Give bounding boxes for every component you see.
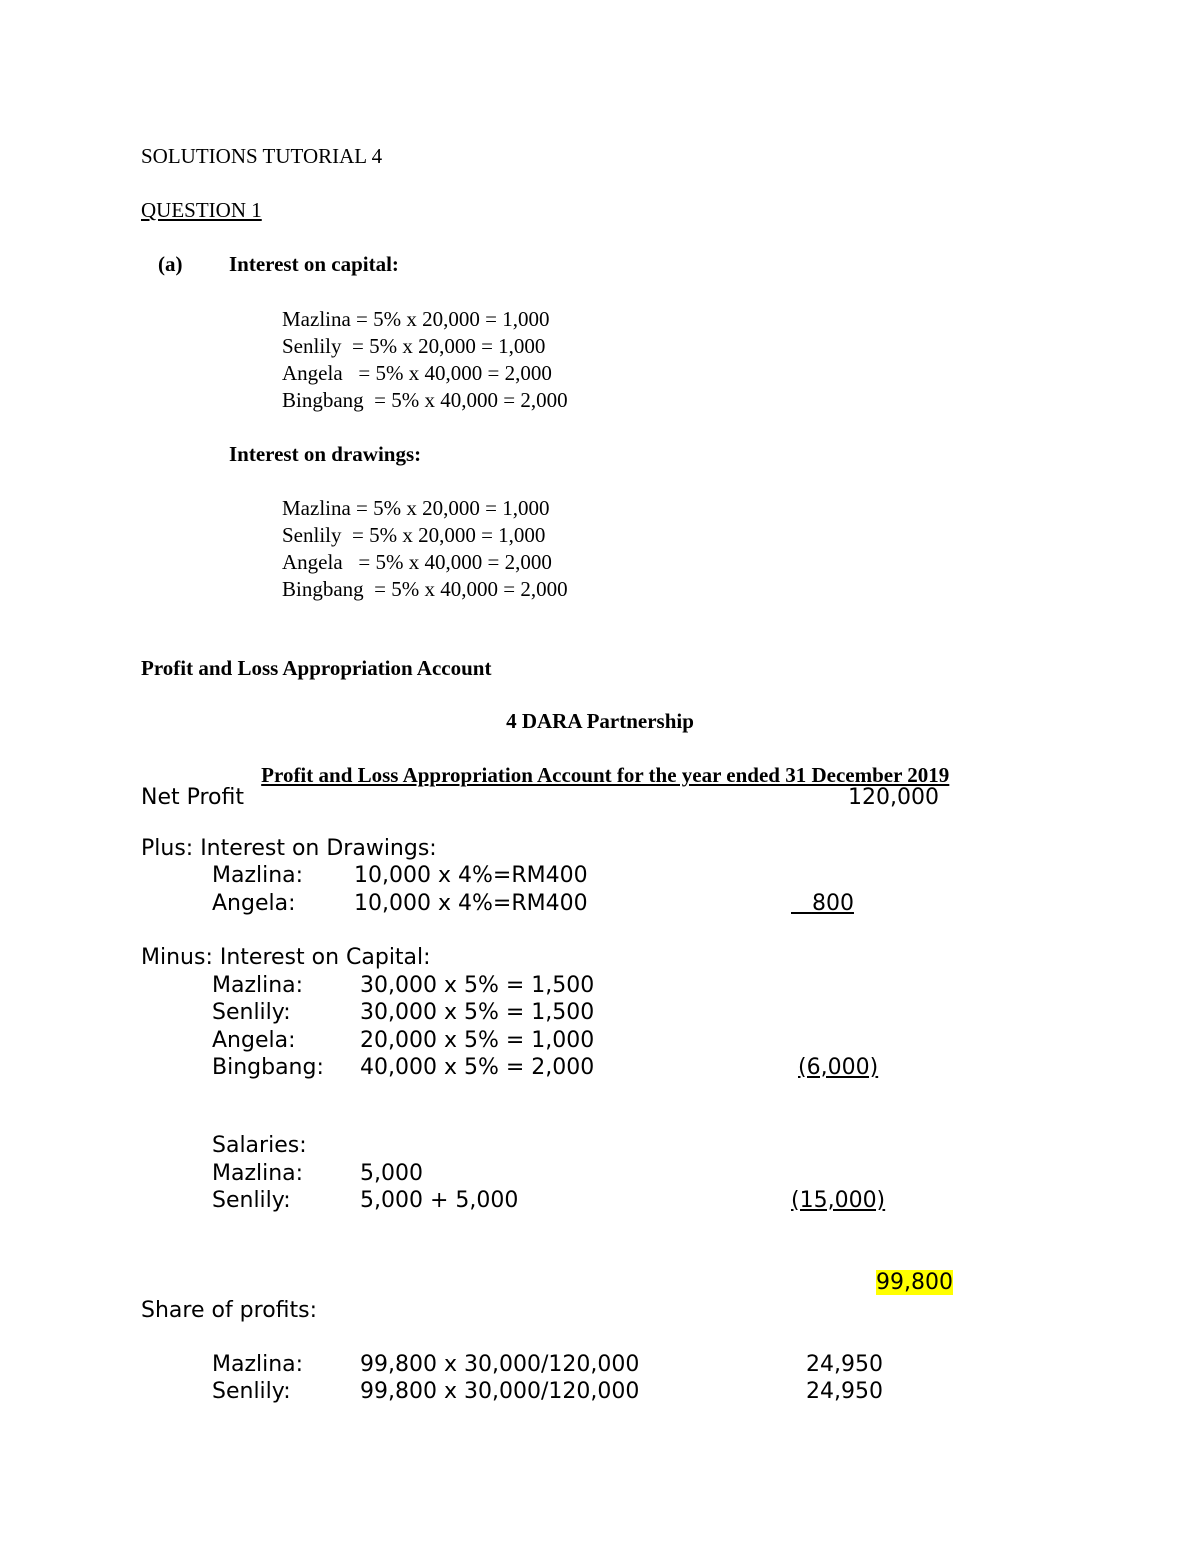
partner-name: Senlily: [212,1188,291,1213]
capital-line: Bingbang = 5% x 40,000 = 2,000 [282,388,568,412]
share-calc: 99,800 x 30,000/120,000 [360,1379,640,1404]
share-amount: 24,950 [806,1352,883,1377]
partner-name: Senlily: [212,1000,291,1025]
capital-line: Senlily = 5% x 20,000 = 1,000 [282,334,546,358]
account-title-wrap [0,735,1200,789]
share-amount: 24,950 [806,1379,883,1404]
drawings-total [791,890,854,917]
partner-name: Angela: [212,1028,296,1053]
plus-drawings-label: Plus: Interest on Drawings: [141,836,437,861]
capital-line: Angela = 5% x 40,000 = 2,000 [282,361,552,385]
drawings-line: Bingbang = 5% x 40,000 = 2,000 [282,577,568,601]
drawings-line: Angela = 5% x 40,000 = 2,000 [282,550,552,574]
drawings-line: Senlily = 5% x 20,000 = 1,000 [282,523,546,547]
capital-calc: 40,000 x 5% = 2,000 [360,1055,595,1080]
partner-name: Senlily: [212,1379,291,1404]
balance-amount: 99,800 [876,1270,953,1295]
salary-calc: 5,000 [360,1161,423,1186]
document-title: SOLUTIONS TUTORIAL 4 [141,144,383,168]
drawings-total-value: 800 [811,891,854,916]
capital-calc: 30,000 x 5% = 1,500 [360,1000,595,1025]
share-label: Share of profits: [141,1298,318,1323]
drawings-calc: 10,000 x 4%=RM400 [354,863,588,888]
interest-drawings-heading: Interest on drawings: [229,442,422,466]
drawings-total-pad [791,891,812,916]
net-profit-amount: 120,000 [848,785,939,810]
capital-total: (6,000) [798,1055,879,1080]
balance-wrap [862,1242,953,1296]
company-name: 4 DARA Partnership [506,709,694,733]
interest-capital-heading: Interest on capital: [229,252,399,276]
partner-name: Angela: [212,891,296,916]
share-calc: 99,800 x 30,000/120,000 [360,1352,640,1377]
minus-capital-label: Minus: Interest on Capital: [141,945,431,970]
partner-name: Bingbang: [212,1055,324,1080]
partner-name: Mazlina: [212,973,304,998]
capital-calc: 30,000 x 5% = 1,500 [360,973,595,998]
part-marker: (a) [158,252,183,276]
appropriation-heading: Profit and Loss Appropriation Account [141,656,492,680]
capital-calc: 20,000 x 5% = 1,000 [360,1028,595,1053]
drawings-calc: 10,000 x 4%=RM400 [354,891,588,916]
net-profit-label: Net Profit [141,785,244,810]
salary-calc: 5,000 + 5,000 [360,1188,519,1213]
salaries-total: (15,000) [791,1188,886,1213]
drawings-line: Mazlina = 5% x 20,000 = 1,000 [282,496,550,520]
question-heading: QUESTION 1 [141,198,262,222]
salaries-label: Salaries: [212,1133,307,1158]
partner-name: Mazlina: [212,863,304,888]
partner-name: Mazlina: [212,1161,304,1186]
partner-name: Mazlina: [212,1352,304,1377]
account-title: Profit and Loss Appropriation Account for the year ended 31 December 2019 [261,763,950,787]
capital-line: Mazlina = 5% x 20,000 = 1,000 [282,307,550,331]
